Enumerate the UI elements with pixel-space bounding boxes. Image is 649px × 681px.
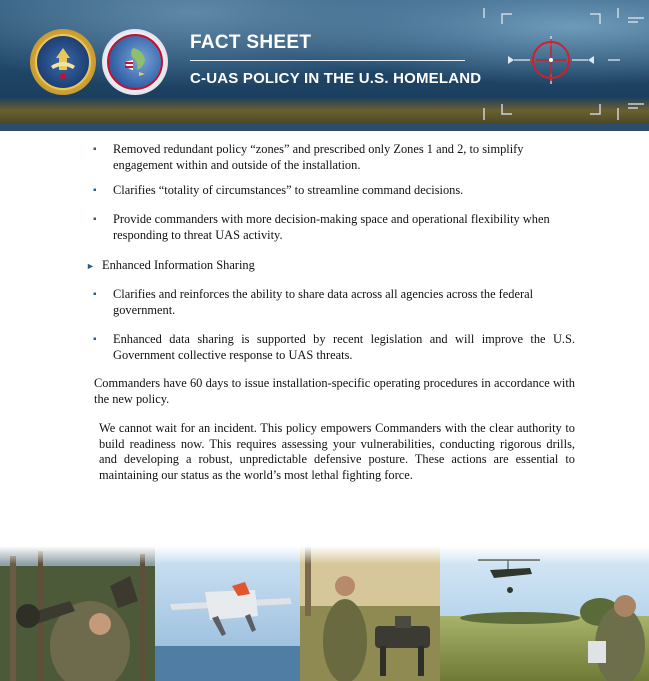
photo-helicopter-field (440, 546, 649, 681)
paragraph-call-to-action: We cannot wait for an incident. This policy empowers Commanders with the clear authority to build readiness now. This requires assessing your vulnerabilities, conducting rigorous drills, and developing a robust, unpredictable defensive posture. These actions are essential to maintaining our status as the world’s most lethal fighting force. (99, 421, 575, 482)
square-bullet-icon: ▪ (93, 214, 97, 225)
square-bullet-icon: ▪ (93, 334, 97, 345)
photo-soldiers-launcher (0, 546, 160, 681)
crosshair-target-icon (478, 8, 646, 120)
triangle-right-icon: ► (86, 261, 95, 271)
photo-drone-sky (155, 546, 305, 681)
bullet-text: Provide commanders with more decision-making space and operational flexibility when responding to threat UAS activity. (113, 212, 550, 242)
header-banner (0, 0, 649, 131)
title-divider (190, 60, 465, 61)
page-title: FACT SHEET (190, 32, 312, 53)
list-item (93, 287, 575, 318)
bullet-text: Clarifies and reinforces the ability to share data across all agencies across the federal government. (113, 287, 534, 317)
section-heading (86, 258, 255, 274)
dod-seal-icon (30, 29, 96, 95)
bullet-text: Clarifies “totality of circumstances” to streamline command decisions. (113, 183, 464, 197)
photo-collage (0, 546, 649, 681)
bullet-text: Enhanced data sharing is supported by recent legislation and will improve the U.S. Government collective response to UAS threats. (113, 332, 575, 362)
square-bullet-icon: ▪ (93, 289, 97, 300)
photo-robot-dog (300, 546, 445, 681)
list-item (93, 332, 575, 363)
asd-seal-icon (102, 29, 168, 95)
list-item (93, 212, 575, 243)
square-bullet-icon: ▪ (93, 185, 97, 196)
square-bullet-icon: ▪ (93, 144, 97, 155)
page-subtitle: C-UAS POLICY IN THE U.S. HOMELAND (190, 70, 482, 87)
section-heading-text: Enhanced Information Sharing (102, 258, 255, 272)
banner-bottom-strip (0, 124, 649, 131)
list-item (93, 183, 575, 199)
paragraph-deadline: Commanders have 60 days to issue installation-specific operating procedures in accordance with the new policy. (94, 376, 575, 406)
bullet-text: Removed redundant policy “zones” and prescribed only Zones 1 and 2, to simplify engagement within and outside of the installation. (113, 142, 524, 172)
list-item (93, 142, 575, 173)
